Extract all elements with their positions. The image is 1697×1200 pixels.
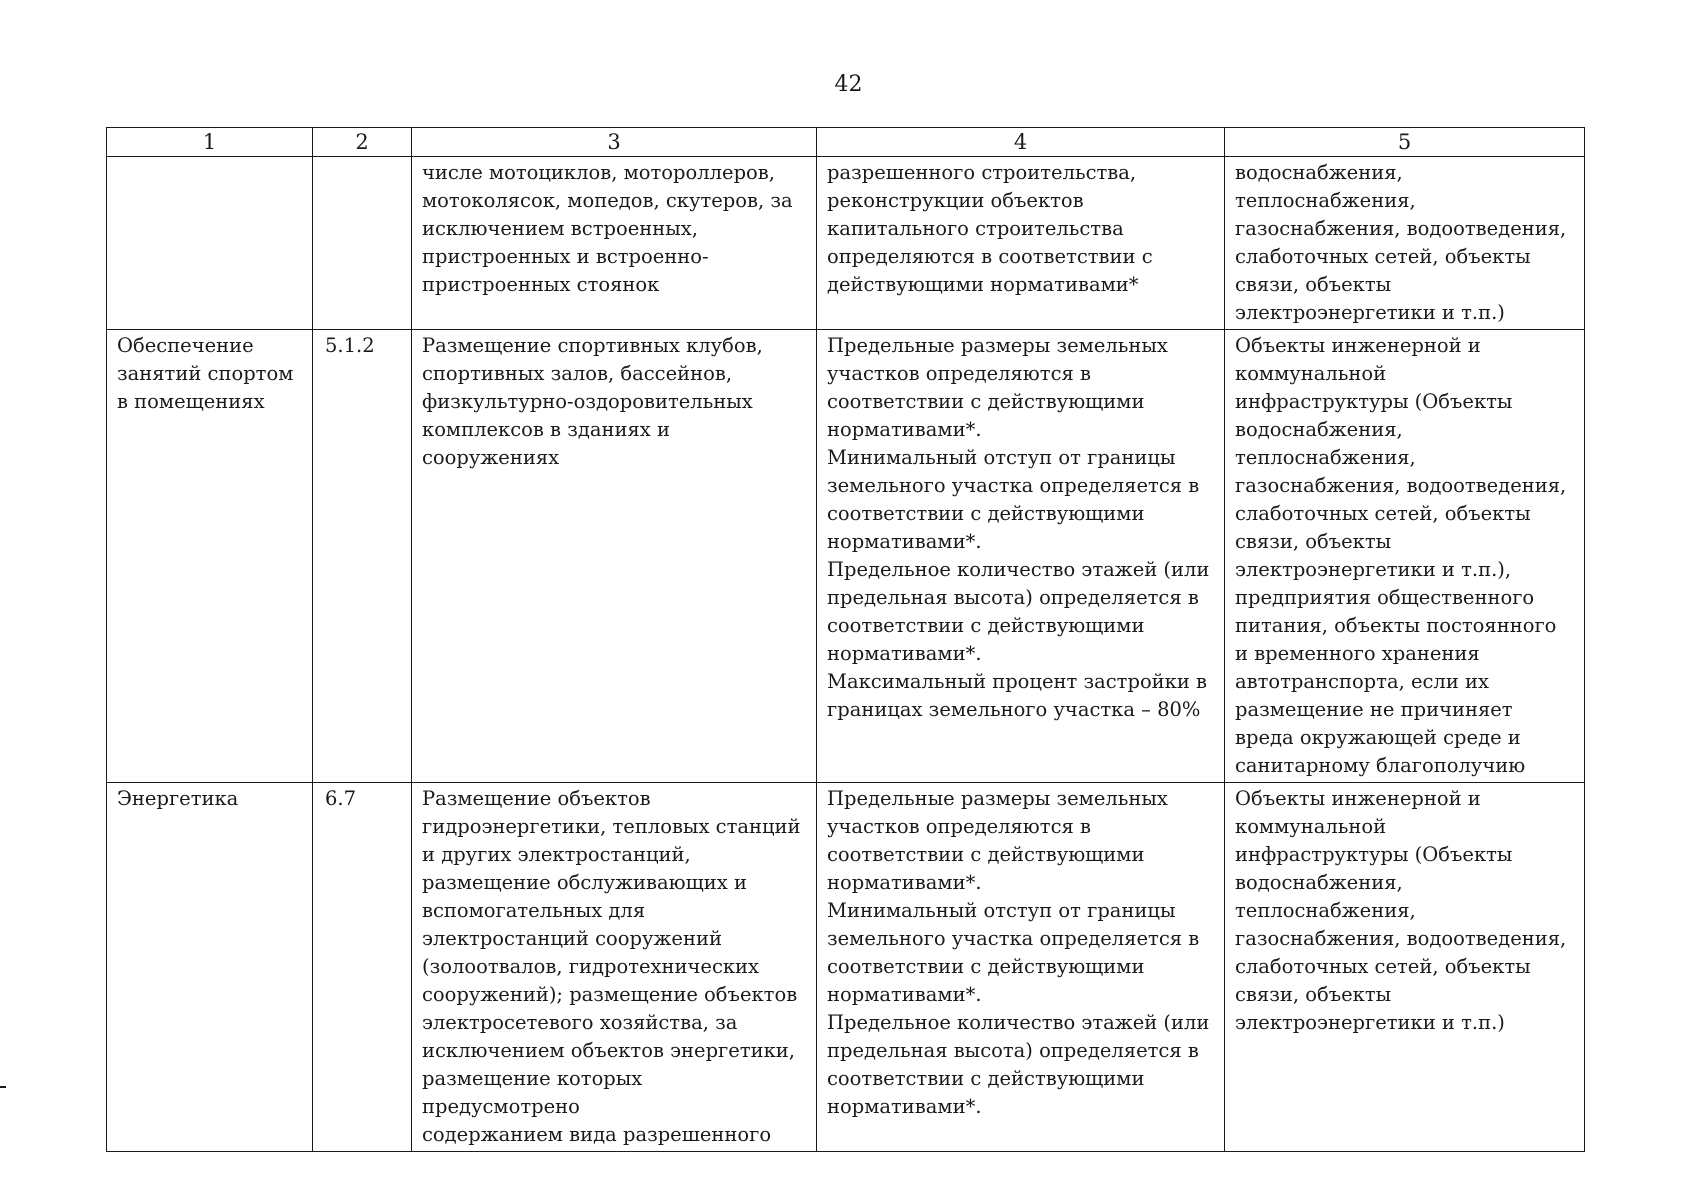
use-description-text: Размещение объектов гидроэнергетики, тепловых станций и других электростанций, размещение обслуживающих и вспомогательных для электростанций сооружений (золоотвалов, гидротехнических сооружений); размещение объектов электросетевого хозяйства, за исключением объектов энергетики, размещение которых предусмотрено содержанием вида разрешенного bbox=[422, 787, 801, 1146]
column-header-2: 2 bbox=[313, 128, 412, 157]
use-description-text: Размещение спортивных клубов, спортивных залов, бассейнов, физкультурно-оздоровительных комплексов в зданиях и сооружениях bbox=[422, 334, 763, 469]
auxiliary-uses-cell bbox=[1225, 330, 1585, 783]
parameters-text: разрешенного строительства, реконструкции объектов капитального строительства определяются в соответствии с действующими нормативами* bbox=[827, 161, 1153, 296]
parameters-text: Предельные размеры земельных участков определяются в соответствии с действующими нормативами*. Минимальный отступ от границы земельного участка определяется в соответствии с действующими нормативами*. Предельное количество этажей (или предельная высота) определяется в соответствии с действующими нормативами*. Максимальный процент застройки в границах земельного участка – 80% bbox=[827, 334, 1210, 721]
zoning-table bbox=[106, 127, 1585, 1152]
table-row bbox=[107, 783, 1585, 1152]
scan-edge-mark bbox=[0, 1086, 6, 1088]
auxiliary-uses-cell bbox=[1225, 157, 1585, 330]
use-description-cell bbox=[412, 330, 817, 783]
auxiliary-uses-text: водоснабжения, теплоснабжения, газоснабжения, водоотведения, слаботочных сетей, объекты связи, объекты электроэнергетики и т.п.) bbox=[1235, 161, 1567, 324]
use-description-cell bbox=[412, 783, 817, 1152]
use-code-cell bbox=[313, 783, 412, 1152]
parameters-text: Предельные размеры земельных участков определяются в соответствии с действующими нормативами*. Минимальный отступ от границы земельного участка определяется в соответствии с действующими нормативами*. Предельное количество этажей (или предельная высота) определяется в соответствии с действующими нормативами*. bbox=[827, 787, 1210, 1118]
table-header-row bbox=[107, 128, 1585, 157]
use-code-text: 5.1.2 bbox=[325, 334, 375, 357]
use-name-text: Обеспечение занятий спортом в помещениях bbox=[117, 334, 294, 413]
use-name-text: Энергетика bbox=[117, 787, 239, 810]
table-row bbox=[107, 157, 1585, 330]
column-header-3: 3 bbox=[412, 128, 817, 157]
column-header-5: 5 bbox=[1225, 128, 1585, 157]
parameters-cell bbox=[817, 330, 1225, 783]
auxiliary-uses-cell bbox=[1225, 783, 1585, 1152]
use-code-cell bbox=[313, 330, 412, 783]
page-number: 42 bbox=[834, 72, 863, 97]
column-header-1: 1 bbox=[107, 128, 313, 157]
use-name-cell bbox=[107, 157, 313, 330]
table-row bbox=[107, 330, 1585, 783]
use-description-cell bbox=[412, 157, 817, 330]
use-code-cell bbox=[313, 157, 412, 330]
column-header-4: 4 bbox=[817, 128, 1225, 157]
use-name-cell bbox=[107, 783, 313, 1152]
parameters-cell bbox=[817, 783, 1225, 1152]
use-code-text: 6.7 bbox=[325, 787, 357, 810]
use-description-text: числе мотоциклов, мотороллеров, мотоколясок, мопедов, скутеров, за исключением встроенных, пристроенных и встроенно- пристроенных стоянок bbox=[422, 161, 793, 296]
auxiliary-uses-text: Объекты инженерной и коммунальной инфраструктуры (Объекты водоснабжения, теплоснабжения, газоснабжения, водоотведения, слаботочных сетей, объекты связи, объекты электроэнергетики и т.п.), предприятия общественного питания, объекты постоянного и временного хранения автотранспорта, если их размещение не причиняет вреда окружающей среде и санитарному благополучию bbox=[1235, 334, 1567, 777]
auxiliary-uses-text: Объекты инженерной и коммунальной инфраструктуры (Объекты водоснабжения, теплоснабжения, газоснабжения, водоотведения, слаботочных сетей, объекты связи, объекты электроэнергетики и т.п.) bbox=[1235, 787, 1567, 1034]
use-name-cell bbox=[107, 330, 313, 783]
parameters-cell bbox=[817, 157, 1225, 330]
